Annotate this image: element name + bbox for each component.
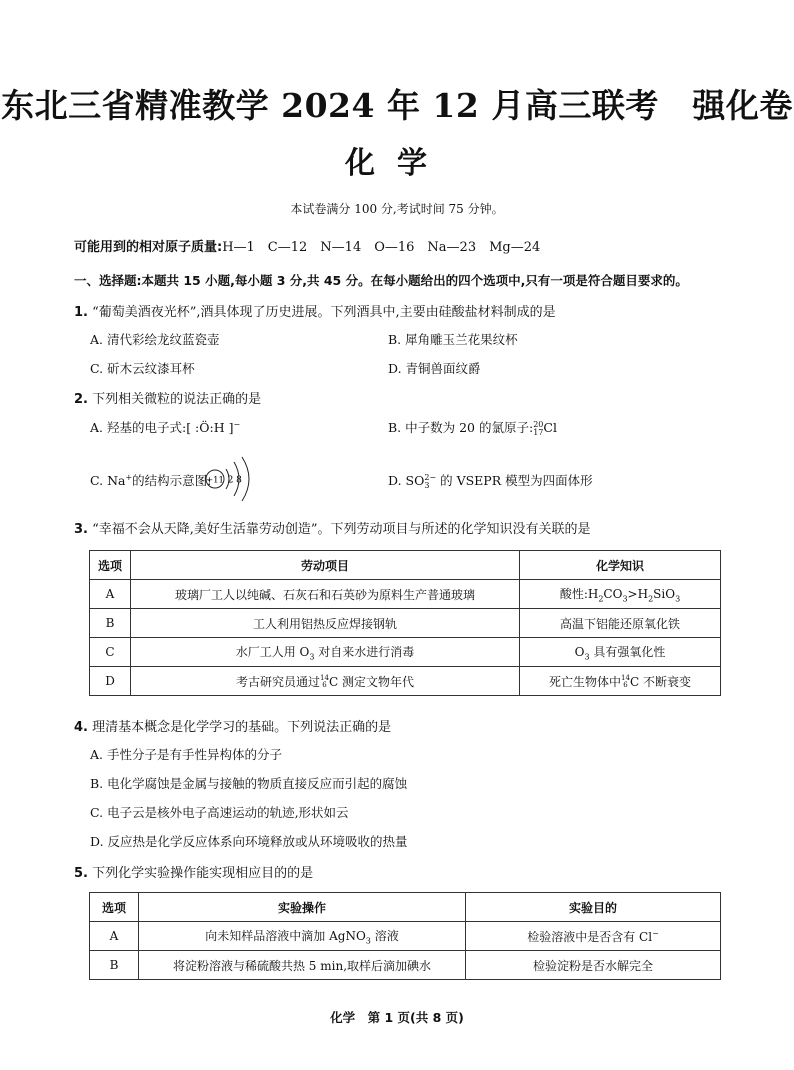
q1-option-d: D. 青铜兽面纹爵 xyxy=(388,361,481,376)
question-stem: 下列化学实验操作能实现相应目的的是 xyxy=(92,866,314,881)
q2-option-a xyxy=(90,418,240,436)
table-cell: 玻璃厂工人以纯碱、石灰石和石英砂为原料生产普通玻璃 xyxy=(131,580,520,609)
subject-title: 化学 xyxy=(345,146,449,181)
table-cell: 向未知样品溶液中滴加 AgNO$_3$ 溶液 xyxy=(139,922,466,951)
electron-shell-3 xyxy=(242,457,249,501)
q3-table xyxy=(89,550,721,696)
question-number: 3. xyxy=(74,522,88,537)
atomic-masses-values: H—1 C—12 N—14 O—16 Na—23 Mg—24 xyxy=(222,240,541,255)
table-cell: 将淀粉溶液与稀硫酸共热 5 min,取样后滴加碘水 xyxy=(139,951,466,980)
nucleus-charge: +11 xyxy=(206,475,224,486)
table-row xyxy=(90,951,721,980)
table-header-row xyxy=(90,893,721,922)
q5-table xyxy=(89,892,721,980)
option-text: D. SO xyxy=(388,473,425,488)
table-header: 选项 xyxy=(90,551,131,580)
option-text: 的 VSEPR 模型为四面体形 xyxy=(436,473,593,488)
table-cell: D xyxy=(90,667,131,696)
table-cell: C xyxy=(90,638,131,667)
q4-option-d: D. 反应热是化学反应体系向环境释放或从环境吸收的热量 xyxy=(90,834,408,849)
table-cell: 水厂工人用 $O_3$ 对自来水进行消毒 xyxy=(131,638,520,667)
section-heading: 一、选择题:本题共 15 小题,每小题 3 分,共 45 分。在每小题给出的四个选项中,只有一项是符合题目要求的。 xyxy=(74,273,688,288)
question-stem: 理清基本概念是化学学习的基础。下列说法正确的是 xyxy=(92,720,392,735)
option-text: C. Na xyxy=(90,473,126,488)
table-cell: 死亡生物体中14 6 C 不断衰变 xyxy=(520,667,721,696)
atomic-masses-label: 可能用到的相对原子质量: xyxy=(74,240,223,255)
q4-option-b: B. 电化学腐蚀是金属与接触的物质直接反应而引起的腐蚀 xyxy=(90,776,408,791)
table-cell: 检验淀粉是否水解完全 xyxy=(466,951,721,980)
question-3 xyxy=(74,518,591,537)
q1-option-b: B. 犀角雕玉兰花果纹杯 xyxy=(388,332,518,347)
table-row xyxy=(90,922,721,951)
question-number: 2. xyxy=(74,392,88,407)
sodium-ion-structure-diagram xyxy=(202,455,258,503)
table-cell: B xyxy=(90,951,139,980)
question-stem: 下列相关微粒的说法正确的是 xyxy=(92,392,262,407)
question-2 xyxy=(74,388,261,407)
table-cell: A xyxy=(90,922,139,951)
charge: + xyxy=(125,472,133,482)
table-header: 化学知识 xyxy=(520,551,721,580)
q2-option-b xyxy=(388,418,557,437)
table-row xyxy=(90,609,721,638)
atomic-masses xyxy=(74,236,540,255)
table-cell: 高温下铝能还原氧化铁 xyxy=(520,609,721,638)
table-row xyxy=(90,667,721,696)
table-header: 实验操作 xyxy=(139,893,466,922)
q4-option-a: A. 手性分子是有手性异构体的分子 xyxy=(90,747,282,762)
electron-formula: [ :Ö:H ] xyxy=(186,420,234,435)
table-header: 劳动项目 xyxy=(131,551,520,580)
table-cell: 酸性$:H_2CO_3>H_2SiO_3$ xyxy=(520,580,721,609)
question-number: 4. xyxy=(74,720,88,735)
table-row xyxy=(90,638,721,667)
table-cell: 考古研究员通过14 6 C 测定文物年代 xyxy=(131,667,520,696)
charge: − xyxy=(233,419,241,429)
table-header-row xyxy=(90,551,721,580)
table-header: 选项 xyxy=(90,893,139,922)
q4-option-c: C. 电子云是核外电子高速运动的轨迹,形状如云 xyxy=(90,805,349,820)
table-cell: 工人利用铝热反应焊接钢轨 xyxy=(131,609,520,638)
element-symbol: Cl xyxy=(543,420,557,435)
q2-option-d xyxy=(388,471,593,490)
page-footer: 化学 第 1 页(共 8 页) xyxy=(330,1010,464,1025)
question-number: 5. xyxy=(74,866,88,881)
shell-1-electrons: 2 xyxy=(227,475,234,486)
table-cell: A xyxy=(90,580,131,609)
question-1 xyxy=(74,301,556,320)
q2-option-c xyxy=(90,471,211,489)
table-cell: 检验溶液中是否含有 Cl− xyxy=(466,922,721,951)
charge: 2− xyxy=(424,472,437,482)
shell-2-electrons: 8 xyxy=(236,475,242,486)
question-stem: “葡萄美酒夜光杯”,酒具体现了历史进展。下列酒具中,主要由硅酸盐材料制成的是 xyxy=(92,305,556,320)
exam-title: 东北三省精准教学 2024 年 12 月高三联考 强化卷 xyxy=(1,86,793,125)
table-row xyxy=(90,580,721,609)
mass-number: 20 xyxy=(533,419,544,429)
exam-info: 本试卷满分 100 分,考试时间 75 分钟。 xyxy=(290,202,504,216)
option-text: B. 中子数为 20 的氯原子: xyxy=(388,420,534,435)
q1-option-a: A. 清代彩绘龙纹蓝瓷壶 xyxy=(90,332,220,347)
option-text: 的结构示意图: xyxy=(132,473,212,488)
q1-option-c: C. 斫木云纹漆耳杯 xyxy=(90,361,195,376)
question-number: 1. xyxy=(74,305,88,320)
table-header: 实验目的 xyxy=(466,893,721,922)
option-text: A. 羟基的电子式: xyxy=(90,420,187,435)
subscript: 3 xyxy=(424,480,430,490)
atomic-number: 17 xyxy=(533,427,544,437)
table-cell: B xyxy=(90,609,131,638)
question-4 xyxy=(74,716,391,735)
question-stem: “幸福不会从天降,美好生活靠劳动创造”。下列劳动项目与所述的化学知识没有关联的是 xyxy=(92,522,591,537)
table-cell: $O_3$ 具有强氧化性 xyxy=(520,638,721,667)
question-5 xyxy=(74,862,313,881)
